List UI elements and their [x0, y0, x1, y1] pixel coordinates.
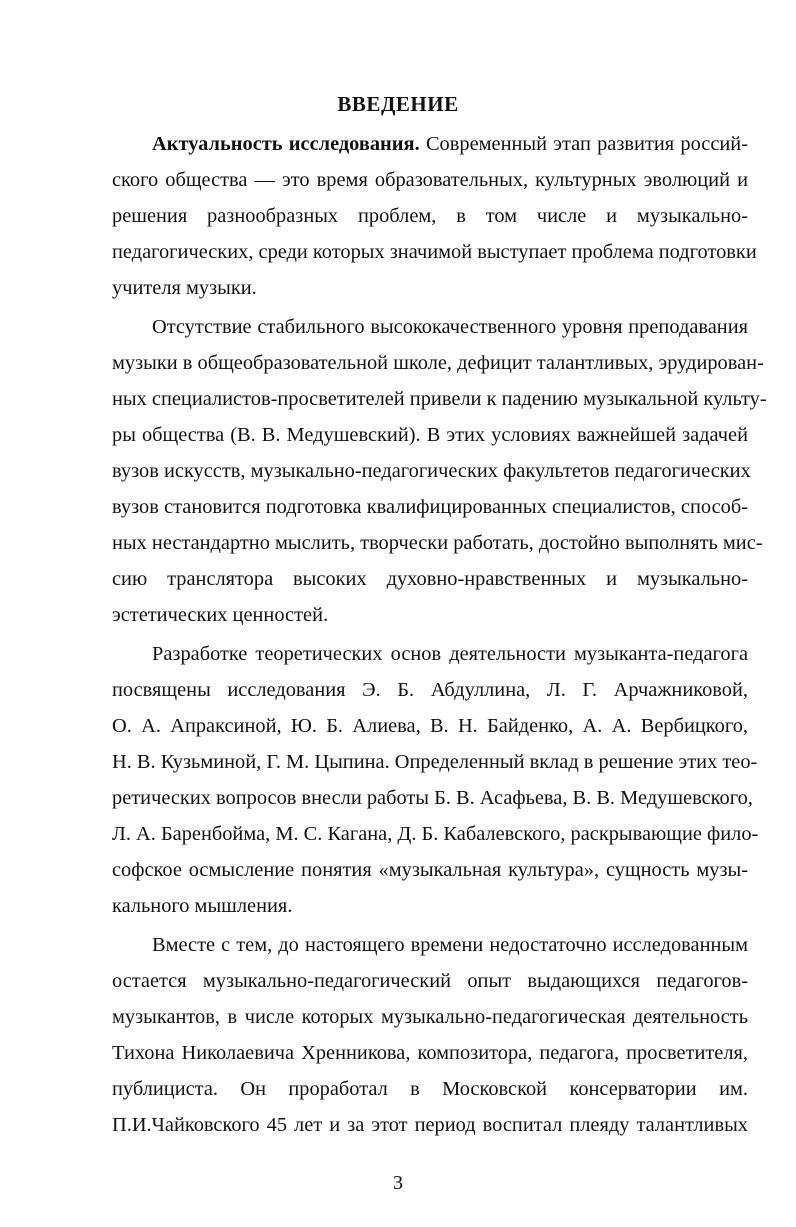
- paragraph-3-line-1: Разработке теоретических основ деятельности музыканта-педагога: [152, 643, 748, 665]
- paragraph-1-line-3: решения разнообразных проблем, в том числе и музыкально-: [112, 205, 748, 227]
- paragraph-4-line-1: Вместе с тем, до настоящего времени недостаточно исследованным: [152, 934, 748, 956]
- page-title: ВВЕДЕНИЕ: [337, 92, 459, 116]
- paragraph-3-line-8: кального мышления.: [112, 895, 293, 917]
- paragraph-1-line-5: учителя музыки.: [112, 277, 257, 299]
- paragraph-3-line-3: О. А. Апраксиной, Ю. Б. Алиева, В. Н. Байденко, А. А. Вербицкого,: [112, 715, 748, 737]
- paragraph-2-line-6: вузов становится подготовка квалифицированных специалистов, способ-: [112, 496, 748, 518]
- paragraph-4-line-6: П.И.Чайковского 45 лет и за этот период воспитал плеяду талантливых: [112, 1114, 748, 1136]
- paragraph-4-line-5: публициста. Он проработал в Московской консерватории им.: [112, 1078, 748, 1100]
- paragraph-2-line-1: Отсутствие стабильного высококачественного уровня преподавания: [152, 316, 748, 338]
- paragraph-3-line-4: Н. В. Кузьминой, Г. М. Цыпина. Определенный вклад в решение этих тео-: [112, 751, 758, 773]
- paragraph-4-line-3: музыкантов, в числе которых музыкально-педагогическая деятельность: [112, 1006, 748, 1028]
- paragraph-1-lead-in: Актуальность исследования.: [152, 133, 420, 155]
- paragraph-2-line-9: эстетических ценностей.: [112, 604, 329, 626]
- paragraph-1-line-4: педагогических, среди которых значимой выступает проблема подготовки: [112, 241, 757, 263]
- paragraph-2-line-2: музыки в общеобразовательной школе, дефицит талантливых, эрудирован-: [112, 352, 764, 374]
- paragraph-4-line-4: Тихона Николаевича Хренникова, композитора, педагога, просветителя,: [112, 1042, 748, 1064]
- paragraph-2-line-3: ных специалистов-просветителей привели к падению музыкальной культу-: [112, 388, 767, 410]
- paragraph-3-line-7: софское осмысление понятия «музыкальная культура», сущность музы-: [112, 859, 748, 881]
- paragraph-1-line-1-text: Современный этап развития россий-: [419, 133, 749, 155]
- paragraph-2-line-7: ных нестандартно мыслить, творчески работать, достойно выполнять мис-: [112, 532, 763, 554]
- paragraph-2-line-5: вузов искусств, музыкально-педагогических факультетов педагогических: [112, 460, 751, 482]
- paragraph-3-line-6: Л. А. Баренбойма, М. С. Кагана, Д. Б. Кабалевского, раскрывающие фило-: [112, 823, 759, 845]
- paragraph-3-line-5: ретических вопросов внесли работы Б. В. Асафьева, В. В. Медушевского,: [112, 787, 753, 809]
- paragraph-2-line-8: сию транслятора высоких духовно-нравственных и музыкально-: [112, 568, 748, 590]
- page-number: 3: [393, 1172, 403, 1194]
- paragraph-1-line-2: ского общества — это время образовательных, культурных эволюций и: [112, 169, 748, 191]
- paragraph-3-line-2: посвящены исследования Э. Б. Абдуллина, Л. Г. Арчажниковой,: [112, 679, 748, 701]
- paragraph-1-line-1: [152, 131, 748, 157]
- paragraph-2-line-4: ры общества (В. В. Медушевский). В этих условиях важнейшей задачей: [112, 424, 748, 446]
- paragraph-4-line-2: остается музыкально-педагогический опыт выдающихся педагогов-: [112, 970, 748, 992]
